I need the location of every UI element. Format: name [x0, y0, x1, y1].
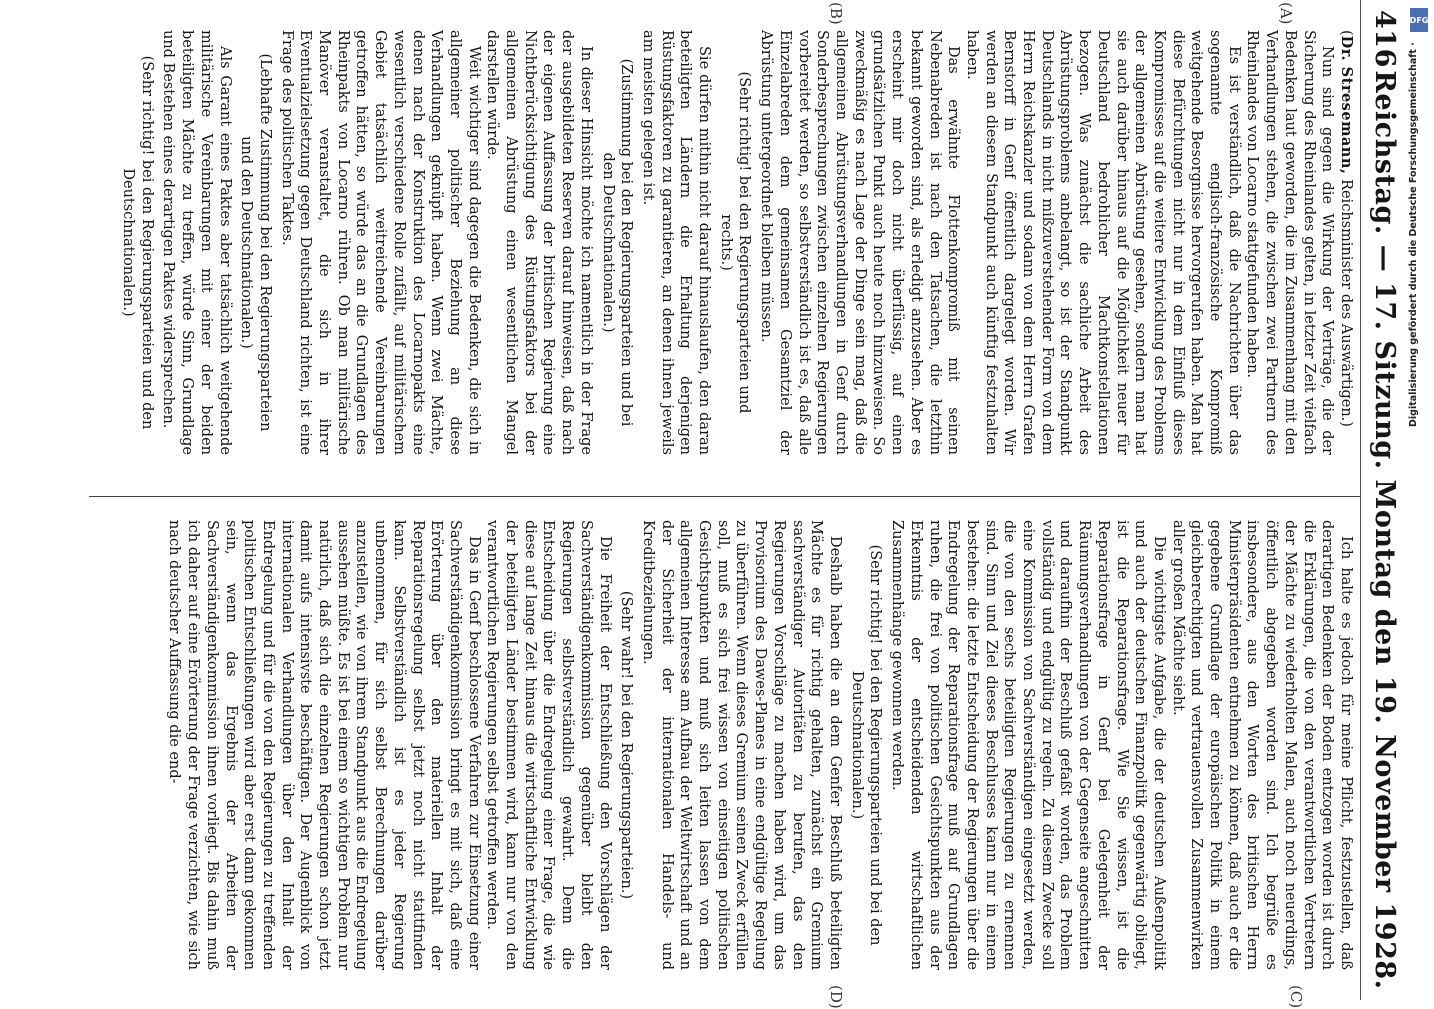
margin-letter-c: (C) — [1287, 985, 1305, 1009]
paragraph: Das erwähnte Flottenkompromiß mit seinen Nebenabreden ist nach den Tatsachen, die letzthin bekannt geworden sind, als erledigt anzusehen. Aber es erscheint mir doch nicht überflüssig, auf einen grundsätzlichen Punkt auch heute noch hinzuweisen. So zweckmäßig es nach Lage der Dinge sein mag, daß die allgemeinen Abrüstungsverhandlungen in Genf durch Sonderbesprechungen zwischen einzelnen Regierungen vorbereitet werden, so selbstverständlich ist es, daß alle Einzelabreden dem gemeinsamen Gesamtziel der Abrüstung untergeordnet bleiben müssen. — [758, 30, 962, 455]
rotated-page — [75, 0, 1405, 1009]
speaker-line: (Dr. Stresemann, Reichsminister des Auswärtigen.) — [1338, 30, 1355, 427]
reaction: (Lebhafte Zustimmung bei den Regierungsparteien und den Deutschnationalen.) — [238, 53, 273, 432]
margin-letter-d: (D) — [827, 985, 845, 1009]
margin-letter-b: (B) — [827, 2, 845, 25]
dfg-credit: Digitalisierung gefördert durch die Deutsche Forschungsgemeinschaft · — [1408, 42, 1419, 427]
paragraph: Nun sind gegen die Wirkung der Verträge, die der Sicherung des Rheinlandes gelten, in letzter Zeit vielfach Bedenken laut geworden, die im Zusammenhang mit den Verhandlungen stehen, die zwischen zwei Partnern des Rheinlandes von Locarno stattgefunden haben. — [1244, 30, 1336, 455]
left-column — [95, 30, 1355, 455]
reaction: (Zustimmung bei den Regierungsparteien und bei den Deutschnationalen.) — [599, 58, 635, 427]
paragraph: Es ist verständlich, daß die Nachrichten über das sogenannte englisch-französische Kompromiß weitgehende Besorgnisse hervorgerufen haben. Man hat diese Befürchtungen nicht nur in dem Einfluß dieses Kompromisses auf die weitere Entwicklung des Problems der allgemeinen Abrüstung gesehen, sondern man hat sie auch darüber hinaus auf die Möglichkeit neuer für Deutschland bedrohlicher Machtkonstellationen bezogen. Was zunächst die sachliche Arbeit des Abrüstungsproblems anbelangt, so ist der Standpunkt Deutschlands in nicht mißzuverstehender Form von dem Herrn Reichskanzler und sodann von dem Herrn Grafen Bernstorff in Genf öffentlich dargelegt worden. Wir werden an diesem Standpunkt auch künftig festzuhalten haben. — [963, 30, 1242, 455]
reaction: (Sehr richtig! bei den Regierungsparteien und bei den Deutschnationalen.) — [848, 544, 884, 946]
right-column — [95, 520, 1355, 970]
column-divider — [89, 496, 1361, 497]
margin-letter-a: (A) — [1277, 2, 1295, 25]
reaction: (Sehr richtig! bei den Regierungsparteien und den Deutschnationalen.) — [120, 55, 155, 430]
paragraph: Als Garant eines Paktes aber tatsächlich weitgehende militärische Vereinbarungen mit einer der beiden beteiligten Mächte zu treffen, würde Sinn, Grundlage und Bestehen eines derartigen Paktes widersprechen. — [160, 30, 233, 455]
page-header — [1365, 10, 1405, 990]
reaction: (Sehr wahr! bei den Regierungsparteien.) — [618, 590, 635, 900]
paragraph: In dieser Hinsicht möchte ich namentlich in der Frage der ausgebildeten Reserven darauf hinweisen, daß nach der eigenen Auffassung der britischen Regierung eine Nichtberücksichtigung des Rüstungsfaktors bei der allgemeinen Abrüstung einen wesentlichen Mangel darstellen würde. — [484, 30, 594, 455]
header-rule — [1360, 0, 1361, 1000]
paragraph: Sie dürfen mithin nicht darauf hinauslaufen, den daran beteiligten Ländern die Erhaltung derjenigen Rüstungsfaktoren zu garantieren, an denen ihnen jeweils am meisten gelegen ist. — [639, 30, 713, 455]
paragraph: Das in Genf beschlossene Verfahren zur Einsetzung einer Sachverständigenkommission bringt es mit sich, daß eine Erörterung über den materiellen Inhalt der Reparationsregelung selbst jetzt noch nicht stattfinden kann. Selbstverständlich ist es jeder Regierung unbenommen, für sich selbst Berechnungen darüber anzustellen, wie von ihrem Standpunkt aus die Endregelung aussehen müßte. Es ist bei einem so wichtigen Problem nur natürlich, daß sich die einzelnen Regierungen schon jetzt damit aufs intensivste beschäftigen. Der Augenblick von internationalen Verhandlungen über den Inhalt der Endregelung und für die von den Regierungen zu treffenden politischen Entschließungen wird aber erst dann gekommen sein, wenn das Ergebnis der Arbeiten der Sachverständigenkommission ihnen vorliegt. Bis dahin muß ich daher auf eine Erörterung der Frage verzichten, wie sich nach deutscher Auffassung die end- — [166, 520, 482, 970]
speaker-name: Dr. Stresemann, — [1338, 35, 1355, 175]
paragraph: Die wichtigste Aufgabe, die der deutschen Außenpolitik und auch der deutschen Finanzpolitik gegenwärtig obliegt, ist die Reparationsfrage. Wie Sie wissen, ist die Reparationsfrage in Genf bei Gelegenheit der Räumungsverhandlungen von der Gegenseite angeschnitten und daraufhin der Beschluß gefaßt worden, das Problem vollständig und endgültig zu regeln. Zu diesem Zwecke soll eine Kommission von Sachverständigen eingesetzt werden, die von den sechs beteiligten Regierungen zu ernennen sind. Sinn und Ziel dieses Beschlusses kann nur in einem bestehen: die letzte Entscheidung der Regierungen über die Endregelung der Reparationsfrage muß auf Grundlagen ruhen, die frei von politischen Gesichtspunkten aus der Erkenntnis der entscheidenden wirtschaftlichen Zusammenhänge gewonnen werden. — [889, 520, 1167, 970]
paragraph: Ich halte es jedoch für meine Pflicht, festzustellen, daß derartigen Bedenken der Boden entzogen worden ist durch die Erklärungen, die von den verantwortlichen Vertretern der Mächte zu wiederholten Malen, auch noch neuerdings, öffentlich abgegeben worden sind. Ich begrüße es insbesondere, aus den Worten des britischen Herrn Ministerpräsidenten entnehmen zu können, daß auch er die gegebene Grundlage der europäischen Politik in einem gleichberechtigten und vertrauensvollen Zusammenwirken aller großen Mächte sieht. — [1169, 520, 1354, 970]
dfg-sidebar — [1404, 0, 1434, 1000]
page-title: Reichstag. — 17. Sitzung. Montag den 19. November 1928. — [1369, 70, 1401, 990]
paragraph: Deshalb haben die an dem Genfer Beschluß beteiligten Mächte es für richtig gehalten, zunächst ein Gremium sachverständiger Autoritäten zu berufen, das den Regierungen Vorschläge zu machen haben wird, um das Provisorium des Dawes-Planes in eine endgültige Regelung zu überführen. Wenn dieses Gremium seinen Zweck erfüllen soll, muß es sich frei wissen von einseitigen politischen Gesichtspunkten und muß sich leiten lassen von dem allgemeinen Interesse am Aufbau der Weltwirtschaft und an der Sicherheit der internationalen Handels- und Kreditbeziehungen. — [639, 520, 844, 970]
paragraph: Die Freiheit der Entschließung den Vorschlägen der Sachverständigenkommission gegenüber bleibt den Regierungen selbstverständlich gewahrt. Denn die Entscheidung über die Endregelung einer Frage, die wie diese auf lange Zeit hinaus die wirtschaftliche Entwicklung der beteiligten Länder bestimmen wird, kann nur von den verantwortlichen Regierungen selbst getroffen werden. — [484, 520, 613, 970]
reaction: (Sehr richtig! bei den Regierungsparteien und rechts.) — [717, 71, 753, 414]
page-number: 416 — [1369, 10, 1401, 68]
dfg-logo-icon: DFG — [1410, 8, 1428, 32]
paragraph: Weit wichtiger sind dagegen die Bedenken, die sich in allgemeiner politischer Beziehung an diese Verhandlungen geknüpft haben. Wenn zwei Mächte, denen nach der Konstruktion des Locarnopakts eine wesentlich verschiedene Rolle zufällt, auf militärischem Gebiet tatsächlich weitreichende Vereinbarungen getroffen hätten, so würde das an die Grundlagen des Rheinpakts von Locarno rühren. Ob man militärische Manöver veranstaltet, die sich in ihrer Eventualzielsetzung gegen Deutschland richten, ist eine Frage des politischen Taktes. — [278, 30, 482, 455]
speaker-role: Reichsminister des Auswärtigen.) — [1338, 179, 1354, 427]
